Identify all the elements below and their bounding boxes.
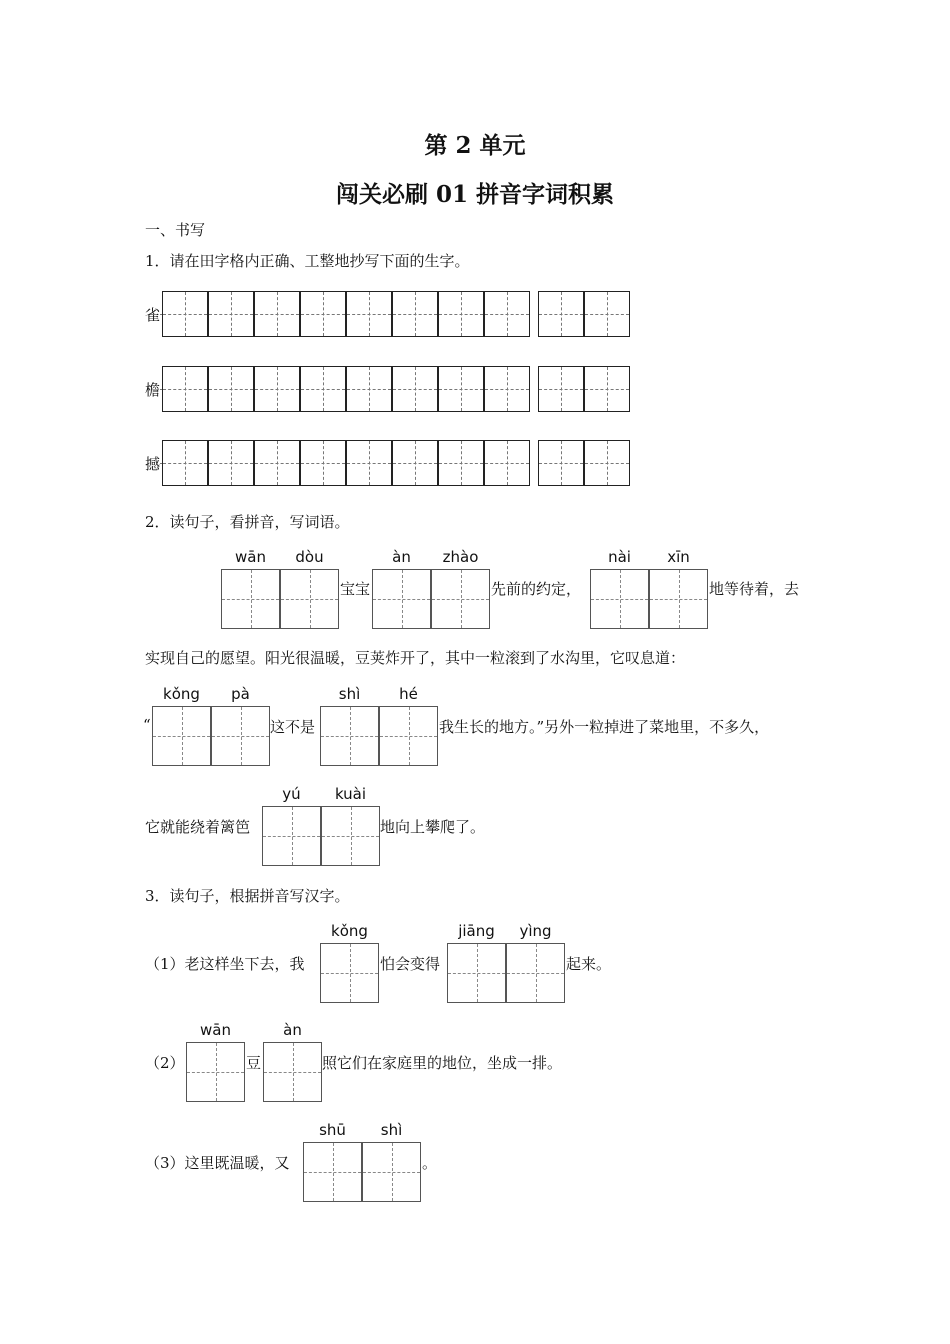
answer-cell[interactable]	[221, 569, 280, 629]
tian-zi-ge-cell[interactable]	[162, 291, 208, 337]
tian-zi-ge-cell[interactable]	[254, 291, 300, 337]
character-label: 檐	[145, 381, 161, 399]
tian-zi-ge-cell[interactable]	[254, 440, 300, 486]
tian-zi-ge-cell[interactable]	[162, 440, 208, 486]
sentence-text: 我生长的地方。”另外一粒掉进了菜地里，不多久，	[439, 718, 770, 736]
question-2-prompt: 2．读句子，看拼音，写词语。	[145, 513, 350, 531]
answer-cell[interactable]	[447, 943, 506, 1003]
pinyin-kuai: kuài	[334, 785, 367, 803]
answer-cell[interactable]	[649, 569, 708, 629]
answer-cell[interactable]	[320, 706, 379, 766]
answer-cell[interactable]	[320, 943, 379, 1003]
pinyin-zhao: zhào	[442, 548, 479, 566]
tian-zi-ge-cell[interactable]	[484, 440, 530, 486]
question-1-prompt: 1．请在田字格内正确、工整地抄写下面的生字。	[145, 252, 470, 270]
pinyin-shi: shì	[380, 1121, 403, 1139]
tian-zi-ge-cell[interactable]	[538, 366, 584, 412]
sentence-text: （1）老这样坐下去，我	[145, 955, 305, 973]
answer-cell[interactable]	[303, 1142, 362, 1202]
sentence-text: 它就能绕着篱笆	[145, 818, 251, 836]
section-heading: 一、书写	[145, 221, 206, 239]
tian-zi-ge-cell[interactable]	[208, 366, 254, 412]
tian-zi-ge-cell[interactable]	[346, 291, 392, 337]
sentence-text: （2）	[145, 1054, 185, 1072]
tian-zi-ge-cell[interactable]	[300, 440, 346, 486]
tian-zi-ge-cell[interactable]	[538, 291, 584, 337]
sentence-text: 实现自己的愿望。阳光很温暖，豆荚炸开了，其中一粒滚到了水沟里，它叹息道：	[145, 649, 686, 667]
answer-cell[interactable]	[506, 943, 565, 1003]
sentence-text: （3）这里既温暖，又	[145, 1154, 290, 1172]
tian-zi-ge-cell[interactable]	[346, 366, 392, 412]
sentence-text: 宝宝	[340, 580, 371, 598]
tian-zi-ge-cell[interactable]	[584, 366, 630, 412]
tian-zi-ge-cell[interactable]	[484, 291, 530, 337]
pinyin-an: àn	[283, 1021, 302, 1039]
tian-zi-ge-cell[interactable]	[538, 440, 584, 486]
tian-zi-ge-cell[interactable]	[254, 366, 300, 412]
answer-cell[interactable]	[321, 806, 380, 866]
tian-zi-ge-cell[interactable]	[438, 440, 484, 486]
pinyin-pa: pà	[231, 685, 250, 703]
pinyin-wan: wān	[235, 548, 266, 566]
pinyin-dou: dòu	[295, 548, 324, 566]
pinyin-wan: wān	[200, 1021, 231, 1039]
answer-cell[interactable]	[379, 706, 438, 766]
character-label: 雀	[145, 306, 161, 324]
tian-zi-ge-cell[interactable]	[584, 440, 630, 486]
sentence-text: 豆	[246, 1054, 262, 1072]
answer-cell[interactable]	[211, 706, 270, 766]
answer-cell[interactable]	[590, 569, 649, 629]
sentence-text: 先前的约定，	[491, 580, 582, 598]
tian-zi-ge-cell[interactable]	[584, 291, 630, 337]
sentence-text: 这不是	[270, 718, 316, 736]
answer-cell[interactable]	[152, 706, 211, 766]
unit-title: 第 2 单元	[424, 132, 526, 159]
pinyin-nai: nài	[608, 548, 631, 566]
pinyin-shi: shì	[338, 685, 361, 703]
tian-zi-ge-cell[interactable]	[300, 366, 346, 412]
tian-zi-ge-cell[interactable]	[208, 440, 254, 486]
tian-zi-ge-cell[interactable]	[346, 440, 392, 486]
pinyin-kong: kǒng	[163, 685, 200, 703]
sentence-text: 起来。	[566, 955, 612, 973]
character-label: 撼	[145, 455, 161, 473]
tian-zi-ge-cell[interactable]	[208, 291, 254, 337]
pinyin-ying: yìng	[519, 922, 552, 940]
tian-zi-ge-cell[interactable]	[438, 366, 484, 412]
sentence-text: 。	[422, 1154, 438, 1172]
sentence-text: 地向上攀爬了。	[380, 818, 486, 836]
tian-zi-ge-cell[interactable]	[300, 291, 346, 337]
sentence-text: “	[143, 716, 151, 734]
pinyin-yu: yú	[282, 785, 301, 803]
answer-cell[interactable]	[263, 1042, 322, 1102]
answer-cell[interactable]	[186, 1042, 245, 1102]
tian-zi-ge-cell[interactable]	[484, 366, 530, 412]
tian-zi-ge-cell[interactable]	[162, 366, 208, 412]
sentence-text: 地等待着，去	[709, 580, 800, 598]
tian-zi-ge-cell[interactable]	[392, 291, 438, 337]
pinyin-an: àn	[392, 548, 411, 566]
answer-cell[interactable]	[372, 569, 431, 629]
pinyin-kong: kǒng	[331, 922, 368, 940]
tian-zi-ge-cell[interactable]	[392, 366, 438, 412]
sentence-text: 怕会变得	[380, 955, 441, 973]
answer-cell[interactable]	[280, 569, 339, 629]
answer-cell[interactable]	[431, 569, 490, 629]
sentence-text: 照它们在家庭里的地位，坐成一排。	[322, 1054, 563, 1072]
tian-zi-ge-cell[interactable]	[438, 291, 484, 337]
tian-zi-ge-cell[interactable]	[392, 440, 438, 486]
answer-cell[interactable]	[362, 1142, 421, 1202]
answer-cell[interactable]	[262, 806, 321, 866]
page-title: 闯关必刷 01 拼音字词积累	[335, 181, 615, 208]
pinyin-jiang: jiāng	[458, 922, 495, 940]
pinyin-shu: shū	[319, 1121, 346, 1139]
question-3-prompt: 3．读句子，根据拼音写汉字。	[145, 887, 350, 905]
pinyin-xin: xīn	[667, 548, 690, 566]
pinyin-he: hé	[399, 685, 418, 703]
